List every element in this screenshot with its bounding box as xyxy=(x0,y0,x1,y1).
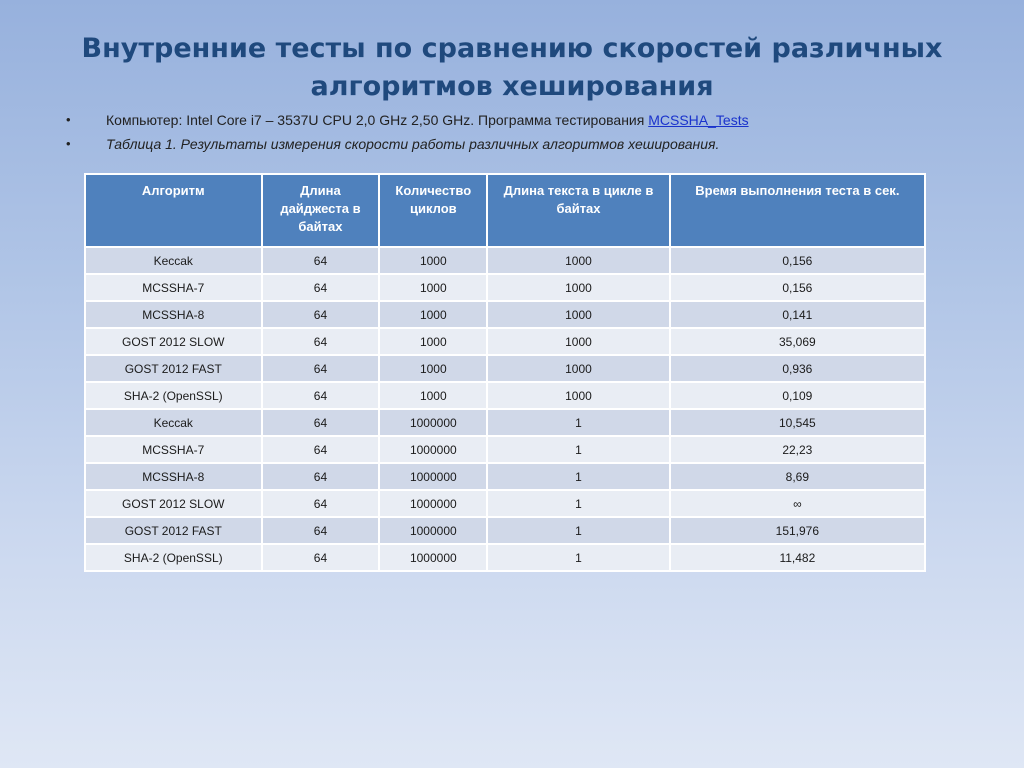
table-row xyxy=(85,382,925,409)
cell-digest-length: 64 xyxy=(262,517,380,544)
bullet-computer-text xyxy=(106,112,749,128)
cell-digest-length: 64 xyxy=(262,301,380,328)
cell-text-length: 1 xyxy=(487,463,669,490)
cell-algorithm: SHA-2 (OpenSSL) xyxy=(85,544,262,571)
header-digest-length: Длина дайджеста в байтах xyxy=(262,174,380,247)
table-row xyxy=(85,436,925,463)
cell-algorithm: MCSSHA-7 xyxy=(85,274,262,301)
cell-cycles: 1000000 xyxy=(379,409,487,436)
bullet-marker: • xyxy=(66,136,71,151)
cell-algorithm: GOST 2012 SLOW xyxy=(85,490,262,517)
table-row xyxy=(85,517,925,544)
cell-cycles: 1000000 xyxy=(379,436,487,463)
header-text-length: Длина текста в цикле в байтах xyxy=(487,174,669,247)
table-row xyxy=(85,355,925,382)
cell-digest-length: 64 xyxy=(262,274,380,301)
cell-cycles: 1000 xyxy=(379,355,487,382)
cell-algorithm: Keccak xyxy=(85,247,262,274)
cell-text-length: 1 xyxy=(487,490,669,517)
cell-execution-time: 0,156 xyxy=(670,274,925,301)
table-caption: Таблица 1. Результаты измерения скорости работы различных алгоритмов хеширования. xyxy=(106,136,720,152)
header-execution-time: Время выполнения теста в сек. xyxy=(670,174,925,247)
table-row xyxy=(85,544,925,571)
cell-execution-time: 11,482 xyxy=(670,544,925,571)
header-algorithm: Алгоритм xyxy=(85,174,262,247)
bullet-caption xyxy=(66,134,966,158)
cell-text-length: 1000 xyxy=(487,328,669,355)
cell-cycles: 1000000 xyxy=(379,544,487,571)
cell-digest-length: 64 xyxy=(262,436,380,463)
cell-algorithm: GOST 2012 SLOW xyxy=(85,328,262,355)
cell-digest-length: 64 xyxy=(262,409,380,436)
cell-cycles: 1000000 xyxy=(379,490,487,517)
slide-title: Внутренние тесты по сравнению скоростей различных алгоритмов хеширования xyxy=(81,33,943,102)
cell-execution-time: 10,545 xyxy=(670,409,925,436)
bullet-list xyxy=(66,110,966,158)
cell-algorithm: Keccak xyxy=(85,409,262,436)
cell-text-length: 1 xyxy=(487,436,669,463)
table-row xyxy=(85,409,925,436)
table-header-row xyxy=(85,174,925,247)
cell-cycles: 1000 xyxy=(379,301,487,328)
cell-digest-length: 64 xyxy=(262,247,380,274)
cell-execution-time: ∞ xyxy=(670,490,925,517)
cell-digest-length: 64 xyxy=(262,328,380,355)
table-row xyxy=(85,247,925,274)
cell-algorithm: MCSSHA-8 xyxy=(85,301,262,328)
table-row xyxy=(85,274,925,301)
table-row xyxy=(85,463,925,490)
cell-text-length: 1000 xyxy=(487,274,669,301)
cell-digest-length: 64 xyxy=(262,382,380,409)
computer-spec-text: Компьютер: Intel Core i7 – 3537U CPU 2,0 GHz 2,50 GHz. Программа тестирования xyxy=(106,112,649,128)
cell-algorithm: GOST 2012 FAST xyxy=(85,517,262,544)
cell-text-length: 1000 xyxy=(487,301,669,328)
cell-execution-time: 22,23 xyxy=(670,436,925,463)
cell-text-length: 1000 xyxy=(487,355,669,382)
header-cycles: Количество циклов xyxy=(379,174,487,247)
program-link[interactable]: MCSSHA_Tests xyxy=(648,112,749,128)
cell-digest-length: 64 xyxy=(262,355,380,382)
cell-execution-time: 151,976 xyxy=(670,517,925,544)
cell-algorithm: MCSSHA-7 xyxy=(85,436,262,463)
cell-execution-time: 8,69 xyxy=(670,463,925,490)
bullet-computer xyxy=(66,110,966,134)
cell-text-length: 1000 xyxy=(487,247,669,274)
cell-digest-length: 64 xyxy=(262,463,380,490)
cell-cycles: 1000 xyxy=(379,274,487,301)
cell-algorithm: GOST 2012 FAST xyxy=(85,355,262,382)
cell-execution-time: 0,156 xyxy=(670,247,925,274)
cell-cycles: 1000000 xyxy=(379,463,487,490)
cell-cycles: 1000 xyxy=(379,382,487,409)
table-row xyxy=(85,328,925,355)
cell-cycles: 1000 xyxy=(379,247,487,274)
cell-text-length: 1 xyxy=(487,544,669,571)
table-body xyxy=(85,247,925,571)
cell-execution-time: 35,069 xyxy=(670,328,925,355)
cell-execution-time: 0,109 xyxy=(670,382,925,409)
cell-text-length: 1 xyxy=(487,517,669,544)
cell-text-length: 1 xyxy=(487,409,669,436)
bullet-marker: • xyxy=(66,112,71,127)
cell-execution-time: 0,141 xyxy=(670,301,925,328)
cell-algorithm: SHA-2 (OpenSSL) xyxy=(85,382,262,409)
table-row xyxy=(85,301,925,328)
cell-execution-time: 0,936 xyxy=(670,355,925,382)
cell-text-length: 1000 xyxy=(487,382,669,409)
cell-digest-length: 64 xyxy=(262,490,380,517)
results-table xyxy=(84,173,926,572)
cell-digest-length: 64 xyxy=(262,544,380,571)
table-row xyxy=(85,490,925,517)
cell-cycles: 1000000 xyxy=(379,517,487,544)
cell-cycles: 1000 xyxy=(379,328,487,355)
cell-algorithm: MCSSHA-8 xyxy=(85,463,262,490)
